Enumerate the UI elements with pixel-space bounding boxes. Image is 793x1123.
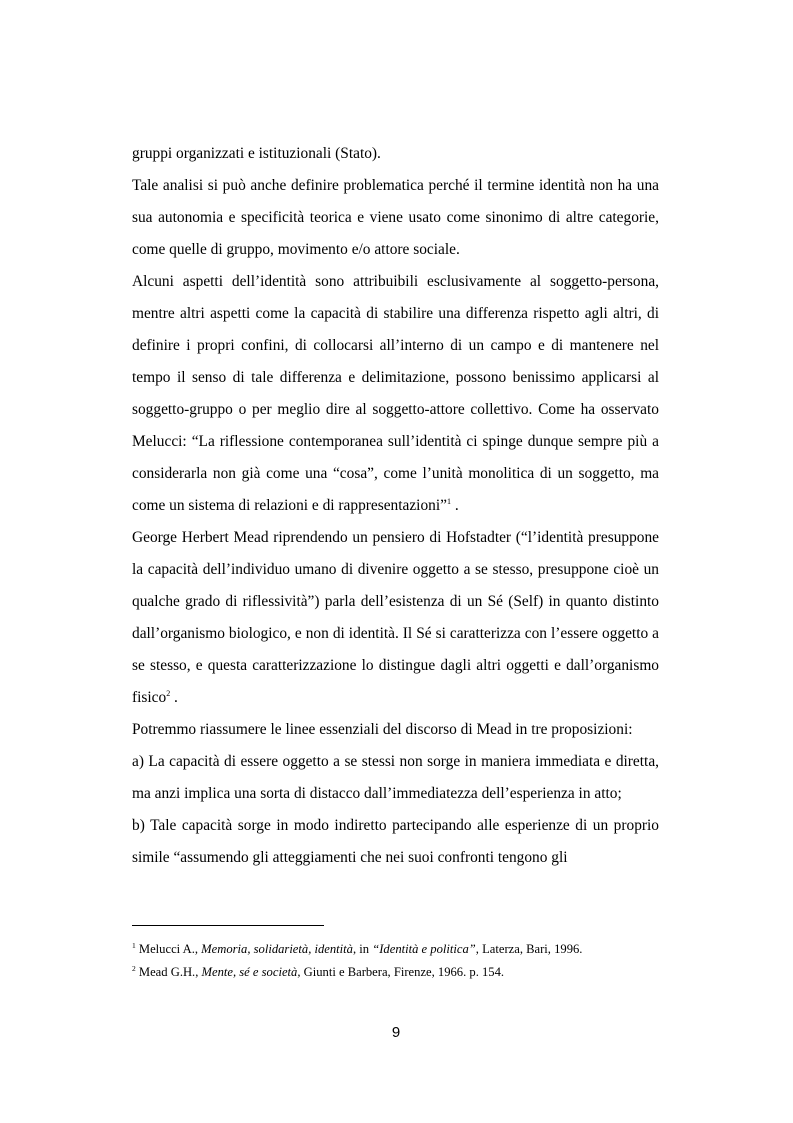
footnote-2-title: Mente, sé e società, xyxy=(201,965,301,979)
footnote-1-book: “Identità e politica” xyxy=(372,942,476,956)
list-item-a-text: a) La capacità di essere oggetto a se stessi non sorge in maniera immediata e diretta, ma anzi implica una sorta di distacco dall’immediatezza dell’esperienza in atto; xyxy=(132,753,659,802)
footnote-1-number: 1 xyxy=(132,941,136,950)
footnote-2-rest: Giunti e Barbera, Firenze, 1966. p. 154. xyxy=(300,965,505,979)
footnote-2-number: 2 xyxy=(132,964,136,973)
paragraph-1-text: gruppi organizzati e istituzionali (Stato). xyxy=(132,145,381,162)
paragraph-4 xyxy=(132,522,659,714)
footnote-1 xyxy=(132,938,672,961)
list-item-b xyxy=(132,810,659,874)
list-item-a xyxy=(132,746,659,810)
paragraph-3-text: Alcuni aspetti dell’identità sono attribuibili esclusivamente al soggetto-persona, mentre altri aspetti come la capacità di stabilire una differenza rispetto agli altri, di definire i propri confini, di collocarsi all’interno di un campo e di mantenere nel tempo il senso di tale differenza e delimitazione, possono benissimo applicarsi al soggetto-gruppo o per meglio dire al soggetto-attore collettivo. Come ha osservato Melucci: “La riflessione contemporanea sull’identità ci spinge dunque sempre più a considerarla non già come una “cosa”, come l’unità monolitica di un soggetto, ma come un sistema di relazioni e di rappresentazioni” xyxy=(132,273,659,514)
paragraph-2-text: Tale analisi si può anche definire problematica perché il termine identità non ha una sua autonomia e specificità teorica e viene usato come sinonimo di altre categorie, come quelle di gruppo, movimento e/o attore sociale. xyxy=(132,177,659,258)
footnote-1-rest: , Laterza, Bari, 1996. xyxy=(475,942,583,956)
paragraph-5 xyxy=(132,714,659,746)
paragraph-2 xyxy=(132,170,659,266)
list-item-b-text: b) Tale capacità sorge in modo indiretto partecipando alle esperienze di un proprio simile “assumendo gli atteggiamenti che nei suoi confronti tengono gli xyxy=(132,817,659,866)
paragraph-5-text: Potremmo riassumere le linee essenziali del discorso di Mead in tre proposizioni: xyxy=(132,721,633,738)
paragraph-4-text: George Herbert Mead riprendendo un pensiero di Hofstadter (“l’identità presuppone la capacità dell’individuo umano di divenire oggetto a se stesso, presuppone cioè un qualche grado di riflessività”) parla dell’esistenza di un Sé (Self) in quanto distinto dall’organismo biologico, e non di identità. Il Sé si caratterizza con l’essere oggetto a se stesso, e questa caratterizzazione lo distingue dagli altri oggetti e dall’organismo fisico xyxy=(132,529,659,706)
body-text xyxy=(132,138,659,874)
paragraph-1 xyxy=(132,138,659,170)
footnote-2-author: Mead G.H., xyxy=(135,965,202,979)
footnote-ref-1: 1 xyxy=(446,497,451,506)
footnote-separator xyxy=(132,925,324,926)
footnote-1-mid: , in xyxy=(352,942,373,956)
paragraph-3 xyxy=(132,266,659,522)
footnote-ref-2: 2 xyxy=(166,689,171,698)
page-number: 9 xyxy=(391,1024,401,1041)
footnote-2 xyxy=(132,961,672,984)
footnote-1-title: Memoria, solidarietà, identità xyxy=(201,942,353,956)
footnote-1-author: Melucci A., xyxy=(135,942,202,956)
paragraph-3-end: . xyxy=(450,497,459,514)
paragraph-4-end: . xyxy=(170,689,178,706)
footnotes xyxy=(132,938,672,984)
